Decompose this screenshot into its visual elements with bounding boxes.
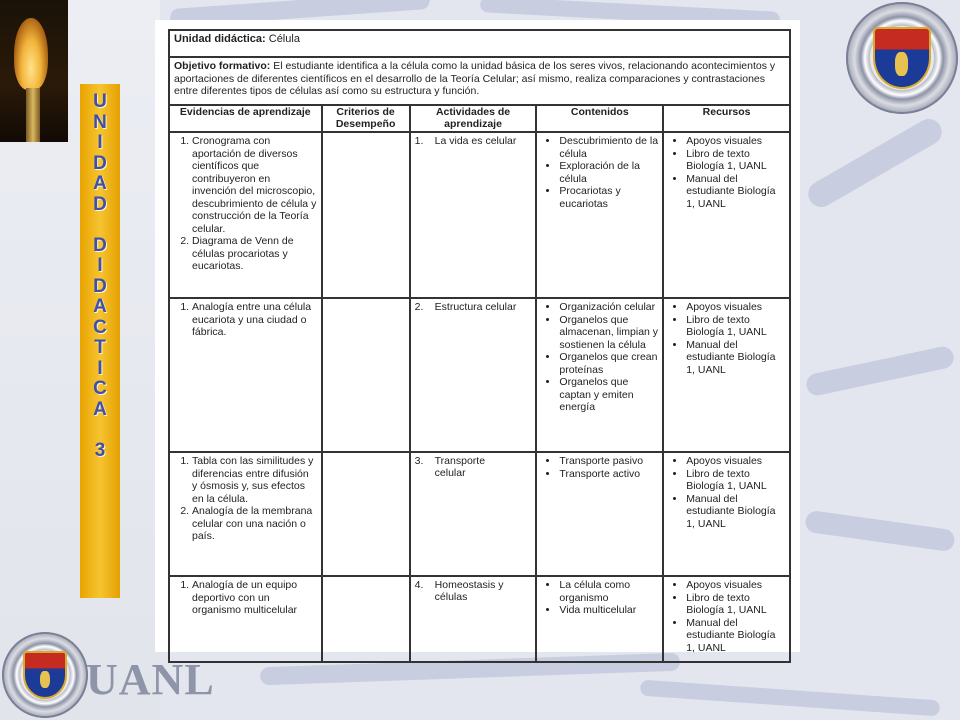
list-item: 2. Diagrama de Venn de células procariotas y eucariotas. bbox=[192, 235, 317, 273]
list-item: • Procariotas y eucariotas bbox=[559, 185, 658, 210]
banner-letter: T bbox=[94, 337, 106, 358]
recursos-cell bbox=[663, 576, 790, 662]
list-item: • Exploración de la célula bbox=[559, 160, 658, 185]
criterios-cell bbox=[322, 132, 410, 298]
criterios-cell bbox=[322, 298, 410, 452]
list-item: • La célula como organismo bbox=[559, 579, 658, 604]
activity-number: 4. bbox=[414, 579, 424, 591]
activity-number: 3. bbox=[414, 455, 424, 467]
unit-vertical-banner bbox=[80, 84, 120, 598]
contenidos-cell bbox=[536, 132, 663, 298]
list-item: • Organización celular bbox=[559, 301, 658, 314]
header-evidencias: Evidencias de aprendizaje bbox=[169, 105, 322, 132]
list-item: • Apoyos visuales bbox=[686, 135, 785, 148]
unit-label: Unidad didáctica: bbox=[174, 33, 266, 45]
list-item: • Descubrimiento de la célula bbox=[559, 135, 658, 160]
objective-cell bbox=[169, 57, 790, 105]
banner-letter: D bbox=[93, 234, 107, 256]
curriculum-table bbox=[168, 29, 791, 663]
table-row bbox=[169, 452, 790, 576]
list-item: • Apoyos visuales bbox=[686, 455, 785, 468]
banner-letter: C bbox=[93, 316, 107, 338]
seal-shield-icon bbox=[23, 651, 68, 699]
list-item: • Libro de texto Biología 1, UANL bbox=[686, 468, 785, 493]
banner-letter: D bbox=[93, 275, 107, 297]
objective-text: El estudiante identifica a la célula como la unidad básica de los seres vivos, relacionando acontecimientos y aportaciones de diferentes científicos en el desarrollo de la Teoría Celular; así mismo, realiza comparaciones y contrastaciones entre diferentes tipos de células así como su estructura y función. bbox=[174, 60, 776, 97]
list-item: 1. Tabla con las similitudes y diferencias entre difusión y ósmosis y, sus efectos en la célula. bbox=[192, 455, 317, 505]
banner-letter: D bbox=[93, 152, 107, 174]
actividad-cell bbox=[410, 298, 537, 452]
list-item: • Organelos que captan y emiten energía bbox=[559, 376, 658, 414]
header-recursos: Recursos bbox=[663, 105, 790, 132]
activity-name: La vida es celular bbox=[434, 135, 517, 147]
evidencias-cell bbox=[169, 576, 322, 662]
banner-letter: 3 bbox=[94, 439, 106, 461]
document-page bbox=[155, 20, 800, 652]
actividad-cell bbox=[410, 132, 537, 298]
evidencias-cell bbox=[169, 298, 322, 452]
objective-label: Objetivo formativo: bbox=[174, 60, 271, 72]
decor-stroke bbox=[640, 680, 940, 717]
banner-letter: A bbox=[93, 296, 107, 317]
banner-letter: A bbox=[93, 173, 107, 194]
uanl-wordmark: UANL bbox=[86, 655, 215, 704]
table-row bbox=[169, 132, 790, 298]
recursos-cell bbox=[663, 132, 790, 298]
list-item: • Organelos que crean proteínas bbox=[559, 351, 658, 376]
list-item: • Manual del estudiante Biología 1, UANL bbox=[686, 493, 785, 531]
banner-letter: A bbox=[93, 398, 107, 420]
banner-letter: I bbox=[97, 357, 103, 379]
table-row bbox=[169, 576, 790, 662]
list-item: 1. Analogía de un equipo deportivo con un organismo multicelular bbox=[192, 579, 317, 617]
criterios-cell bbox=[322, 452, 410, 576]
list-item: 1. Analogía entre una célula eucariota y una ciudad o fábrica. bbox=[192, 301, 317, 339]
unit-value: Célula bbox=[268, 33, 300, 45]
header-actividades: Actividades de aprendizaje bbox=[410, 105, 537, 132]
banner-letter: C bbox=[93, 378, 107, 399]
list-item: • Transporte pasivo bbox=[559, 455, 658, 468]
decor-stroke bbox=[804, 345, 955, 398]
activity-name: Estructura celular bbox=[434, 301, 517, 313]
list-item: • Manual del estudiante Biología 1, UANL bbox=[686, 173, 785, 211]
list-item: • Libro de texto Biología 1, UANL bbox=[686, 592, 785, 617]
evidencias-cell bbox=[169, 132, 322, 298]
list-item: 1. Cronograma con aportación de diversos científicos que contribuyeron en invención del microscopio, descubrimiento de célula y construcción de la Teoría celular. bbox=[192, 135, 317, 235]
list-item: • Libro de texto Biología 1, UANL bbox=[686, 148, 785, 173]
list-item: • Apoyos visuales bbox=[686, 301, 785, 314]
list-item: • Manual del estudiante Biología 1, UANL bbox=[686, 617, 785, 655]
list-item: • Manual del estudiante Biología 1, UANL bbox=[686, 339, 785, 377]
table-row bbox=[169, 298, 790, 452]
activity-number: 1. bbox=[414, 135, 424, 147]
criterios-cell bbox=[322, 576, 410, 662]
banner-letter: N bbox=[93, 111, 107, 133]
university-seal-bottom-left bbox=[2, 632, 88, 718]
actividad-cell bbox=[410, 576, 537, 662]
list-item: • Transporte activo bbox=[559, 468, 658, 481]
torch-handle bbox=[26, 88, 40, 142]
unit-cell bbox=[169, 30, 790, 57]
flame-icon bbox=[14, 18, 48, 90]
list-item: • Vida multicelular bbox=[559, 604, 658, 617]
header-contenidos: Contenidos bbox=[536, 105, 663, 132]
contenidos-cell bbox=[536, 452, 663, 576]
list-item: • Organelos que almacenan, limpian y sostienen la célula bbox=[559, 314, 658, 352]
activity-number: 2. bbox=[414, 301, 424, 313]
recursos-cell bbox=[663, 452, 790, 576]
contenidos-cell bbox=[536, 576, 663, 662]
actividad-cell bbox=[410, 452, 537, 576]
header-criterios: Criterios de Desempeño bbox=[322, 105, 410, 132]
activity-name: Homeostasis y células bbox=[434, 579, 504, 603]
evidencias-cell bbox=[169, 452, 322, 576]
activity-name: Transporte celular bbox=[434, 455, 486, 479]
torch-logo bbox=[0, 0, 68, 142]
seal-shield-icon bbox=[873, 27, 931, 90]
list-item: • Libro de texto Biología 1, UANL bbox=[686, 314, 785, 339]
banner-letter: U bbox=[93, 91, 107, 112]
university-seal-top-right bbox=[846, 2, 958, 114]
list-item: 2. Analogía de la membrana celular con una nación o país. bbox=[192, 505, 317, 543]
decor-stroke bbox=[804, 114, 947, 212]
banner-letter: D bbox=[93, 193, 107, 215]
banner-letter: I bbox=[97, 255, 103, 276]
contenidos-cell bbox=[536, 298, 663, 452]
list-item: • Apoyos visuales bbox=[686, 579, 785, 592]
recursos-cell bbox=[663, 298, 790, 452]
decor-stroke bbox=[804, 510, 956, 553]
banner-letter: I bbox=[97, 132, 103, 153]
